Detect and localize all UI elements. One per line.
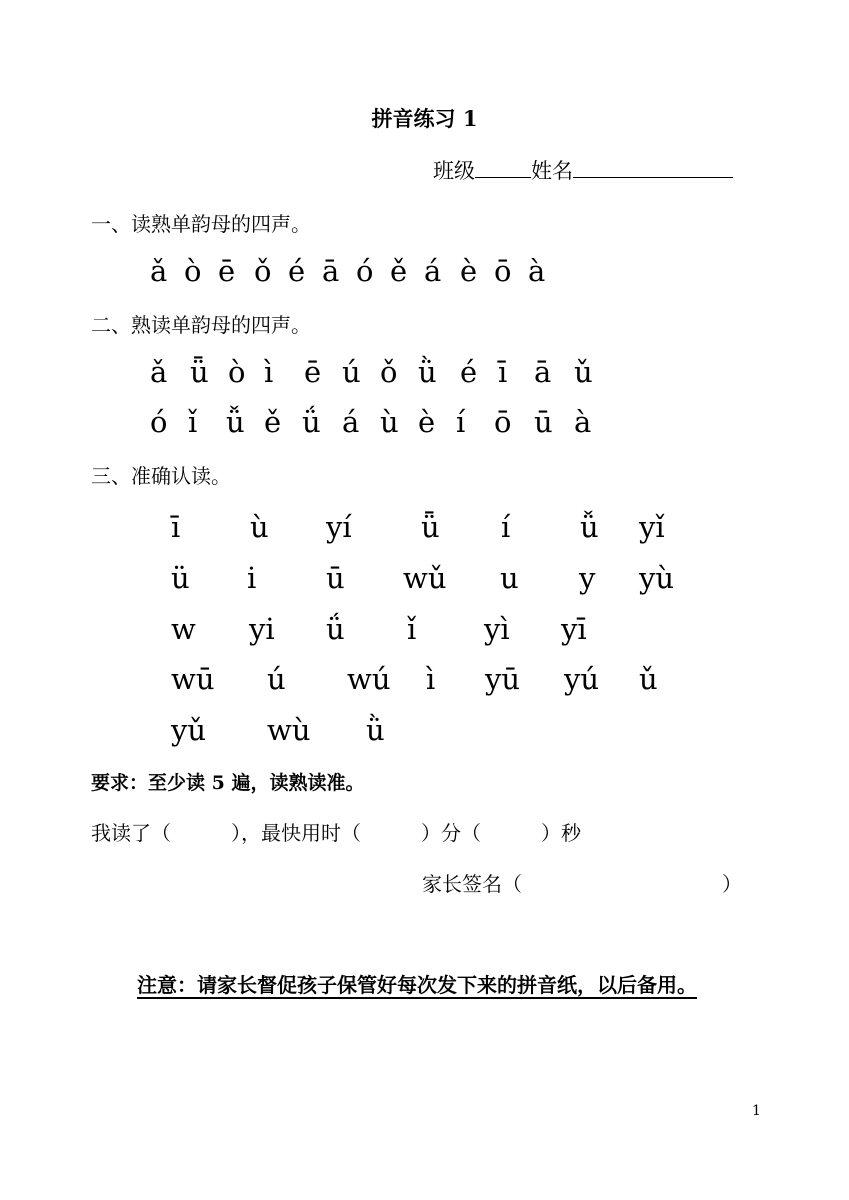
- pinyin-syllable: ǐ: [407, 612, 417, 646]
- pinyin-syllable: ǔ: [639, 662, 658, 696]
- pinyin-syllable: i: [247, 561, 257, 595]
- pinyin-syllable: ǒ: [254, 254, 272, 288]
- pinyin-syllable: yǔ: [171, 713, 207, 747]
- pinyin-syllable: yū: [485, 662, 521, 696]
- pinyin-syllable: ǚ: [580, 510, 599, 544]
- pinyin-syllable: ǒ: [380, 355, 398, 389]
- pinyin-syllable: è: [418, 405, 436, 439]
- pinyin-syllable: ì: [426, 662, 436, 696]
- reading-record: 我读了（ ），最快用时（ ）分（ ）秒: [91, 821, 581, 845]
- pinyin-syllable: w: [171, 612, 196, 646]
- pinyin-syllable: ò: [184, 254, 202, 288]
- pinyin-syllable: ó: [356, 254, 374, 288]
- pinyin-syllable: yù: [639, 561, 675, 595]
- pinyin-syllable: ǎ: [150, 355, 168, 389]
- pinyin-syllable: y: [579, 561, 596, 595]
- pinyin-syllable: ǚ: [226, 405, 245, 439]
- pinyin-syllable: wū: [171, 662, 215, 696]
- pinyin-syllable: á: [424, 254, 442, 288]
- pinyin-syllable: ǜ: [418, 355, 437, 389]
- pinyin-syllable: ī: [171, 510, 181, 544]
- pinyin-syllable: ǎ: [150, 254, 168, 288]
- pinyin-syllable: à: [528, 254, 546, 288]
- section-3-heading: 三、准确认读。: [91, 464, 231, 488]
- pinyin-syllable: u: [500, 561, 519, 595]
- pinyin-syllable: wù: [267, 713, 311, 747]
- pinyin-syllable: ù: [250, 510, 269, 544]
- section-2-heading: 二、熟读单韵母的四声。: [91, 313, 311, 337]
- pinyin-syllable: ō: [494, 405, 512, 439]
- pinyin-syllable: yú: [564, 662, 600, 696]
- pinyin-syllable: ē: [304, 355, 322, 389]
- pinyin-syllable: ǜ: [366, 713, 385, 747]
- class-blank: [475, 155, 531, 178]
- pinyin-syllable: ü: [171, 561, 190, 595]
- reading-requirement: 要求：至少读 5 遍，读熟读准。: [91, 772, 365, 794]
- pinyin-syllable: ī: [498, 355, 508, 389]
- pinyin-syllable: yí: [326, 510, 352, 544]
- name-blank: [573, 155, 733, 178]
- pinyin-syllable: ù: [380, 405, 399, 439]
- page-number: 1: [752, 1103, 761, 1119]
- page-title: 拼音练习 1: [371, 106, 478, 131]
- pinyin-syllable: ū: [326, 561, 345, 595]
- pinyin-syllable: ú: [342, 355, 361, 389]
- pinyin-syllable: ǐ: [188, 405, 198, 439]
- pinyin-syllable: í: [501, 510, 511, 544]
- pinyin-syllable: ě: [264, 405, 282, 439]
- pinyin-syllable: ǔ: [574, 355, 593, 389]
- student-info: [433, 155, 733, 185]
- notice: 注意：请家长督促孩子保管好每次发下来的拼音纸，以后备用。: [137, 973, 697, 997]
- pinyin-syllable: ó: [150, 405, 168, 439]
- pinyin-syllable: yì: [484, 612, 510, 646]
- pinyin-syllable: yi: [249, 612, 275, 646]
- pinyin-syllable: ē: [218, 254, 236, 288]
- pinyin-syllable: é: [288, 254, 306, 288]
- pinyin-syllable: ō: [494, 254, 512, 288]
- pinyin-syllable: wǔ: [403, 561, 447, 595]
- pinyin-syllable: yī: [561, 612, 587, 646]
- parent-signature: 家长签名（ ）: [422, 872, 742, 896]
- section-1-heading: 一、读熟单韵母的四声。: [91, 212, 311, 236]
- pinyin-syllable: í: [456, 405, 466, 439]
- pinyin-syllable: à: [574, 405, 592, 439]
- pinyin-syllable: é: [460, 355, 478, 389]
- pinyin-syllable: ǘ: [326, 612, 345, 646]
- class-label: 班级: [433, 159, 475, 183]
- pinyin-syllable: ǖ: [190, 355, 209, 389]
- pinyin-syllable: ì: [264, 355, 274, 389]
- pinyin-syllable: ū: [534, 405, 553, 439]
- name-label: 姓名: [531, 159, 573, 183]
- pinyin-syllable: á: [342, 405, 360, 439]
- pinyin-syllable: è: [460, 254, 478, 288]
- pinyin-syllable: ā: [322, 254, 340, 288]
- pinyin-syllable: ě: [390, 254, 408, 288]
- pinyin-syllable: wú: [347, 662, 391, 696]
- pinyin-syllable: ǘ: [302, 405, 321, 439]
- pinyin-syllable: ā: [534, 355, 552, 389]
- pinyin-syllable: ǖ: [421, 510, 440, 544]
- pinyin-syllable: ú: [267, 662, 286, 696]
- pinyin-syllable: yǐ: [639, 510, 665, 544]
- pinyin-syllable: ò: [228, 355, 246, 389]
